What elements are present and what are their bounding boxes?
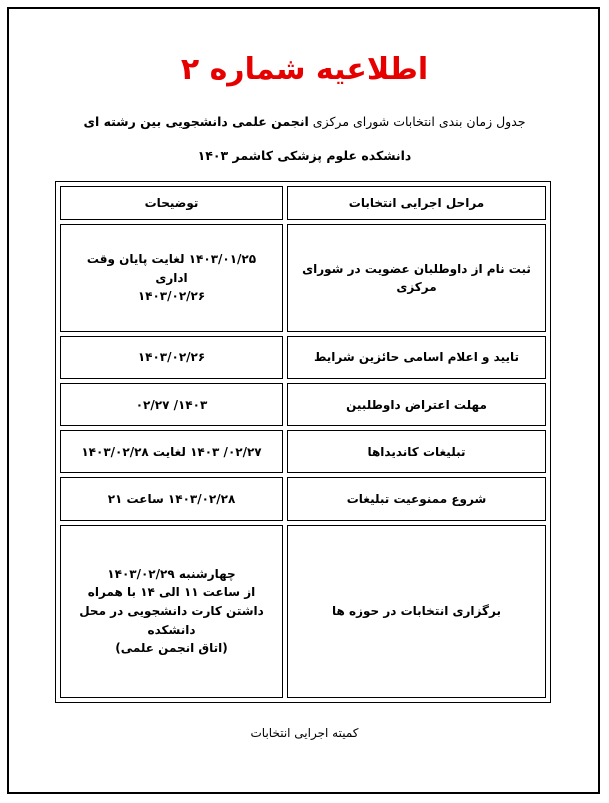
desc-line: چهارشنبه ۱۴۰۳/۰۲/۲۹ (107, 566, 236, 581)
desc-line: (اتاق انجمن علمی) (115, 641, 228, 656)
row-desc (60, 383, 283, 426)
row-stage: تبلیغات کاندیداها (287, 430, 546, 473)
row-desc (60, 224, 283, 332)
page-title: اطلاعیه شماره ۲ (180, 52, 429, 87)
desc-line: ۱۴۰۳/۰۲/۲۶ (137, 289, 206, 304)
schedule-table (55, 181, 551, 703)
subtitle-bold: انجمن علمی دانشجویی بین رشته ای (83, 114, 309, 129)
desc-line: ۱۴۰۳/ ۰۲/۲۷ (135, 397, 208, 412)
row-desc (60, 430, 283, 473)
row-stage: مهلت اعتراض داوطلبین (287, 383, 546, 426)
row-stage: برگزاری انتخابات در حوزه ها (287, 525, 546, 698)
desc-line: ۱۴۰۳/۰۲/۲۶ (137, 350, 206, 365)
table-row (60, 430, 546, 473)
table-row (60, 477, 546, 520)
desc-line: ۱۴۰۳/۰۲/۲۸ ساعت ۲۱ (107, 491, 236, 506)
row-stage: تایید و اعلام اسامی حائزین شرایط (287, 336, 546, 379)
subtitle-prefix: جدول زمان بندی انتخابات شورای مرکزی (312, 114, 526, 129)
desc-line: از ساعت ۱۱ الی ۱۴ با همراه داشتن کارت دانشجویی در محل دانشکده (79, 585, 264, 637)
desc-line: ۱۴۰۳/۰۱/۲۵ لغایت پایان وقت اداری (86, 252, 257, 285)
header-stage: مراحل اجرایی انتخابات (287, 186, 546, 220)
table-row (60, 525, 546, 698)
table-row (60, 336, 546, 379)
row-desc (60, 336, 283, 379)
row-stage: شروع ممنوعیت تبلیغات (287, 477, 546, 520)
row-desc (60, 477, 283, 520)
row-stage: ثبت نام از داوطلبان عضویت در شورای مرکزی (287, 224, 546, 332)
subtitle (40, 114, 569, 129)
table-header-row (60, 186, 546, 220)
desc-line: ۰۲/۲۷/ ۱۴۰۳ لغایت ۱۴۰۳/۰۲/۲۸ (81, 444, 262, 459)
header-desc: توضیحات (60, 186, 283, 220)
subtitle-line2: دانشکده علوم پزشکی کاشمر ۱۴۰۳ (197, 148, 412, 163)
table-row (60, 383, 546, 426)
row-desc (60, 525, 283, 698)
footer-signature: کمیته اجرایی انتخابات (250, 726, 359, 740)
table-row (60, 224, 546, 332)
